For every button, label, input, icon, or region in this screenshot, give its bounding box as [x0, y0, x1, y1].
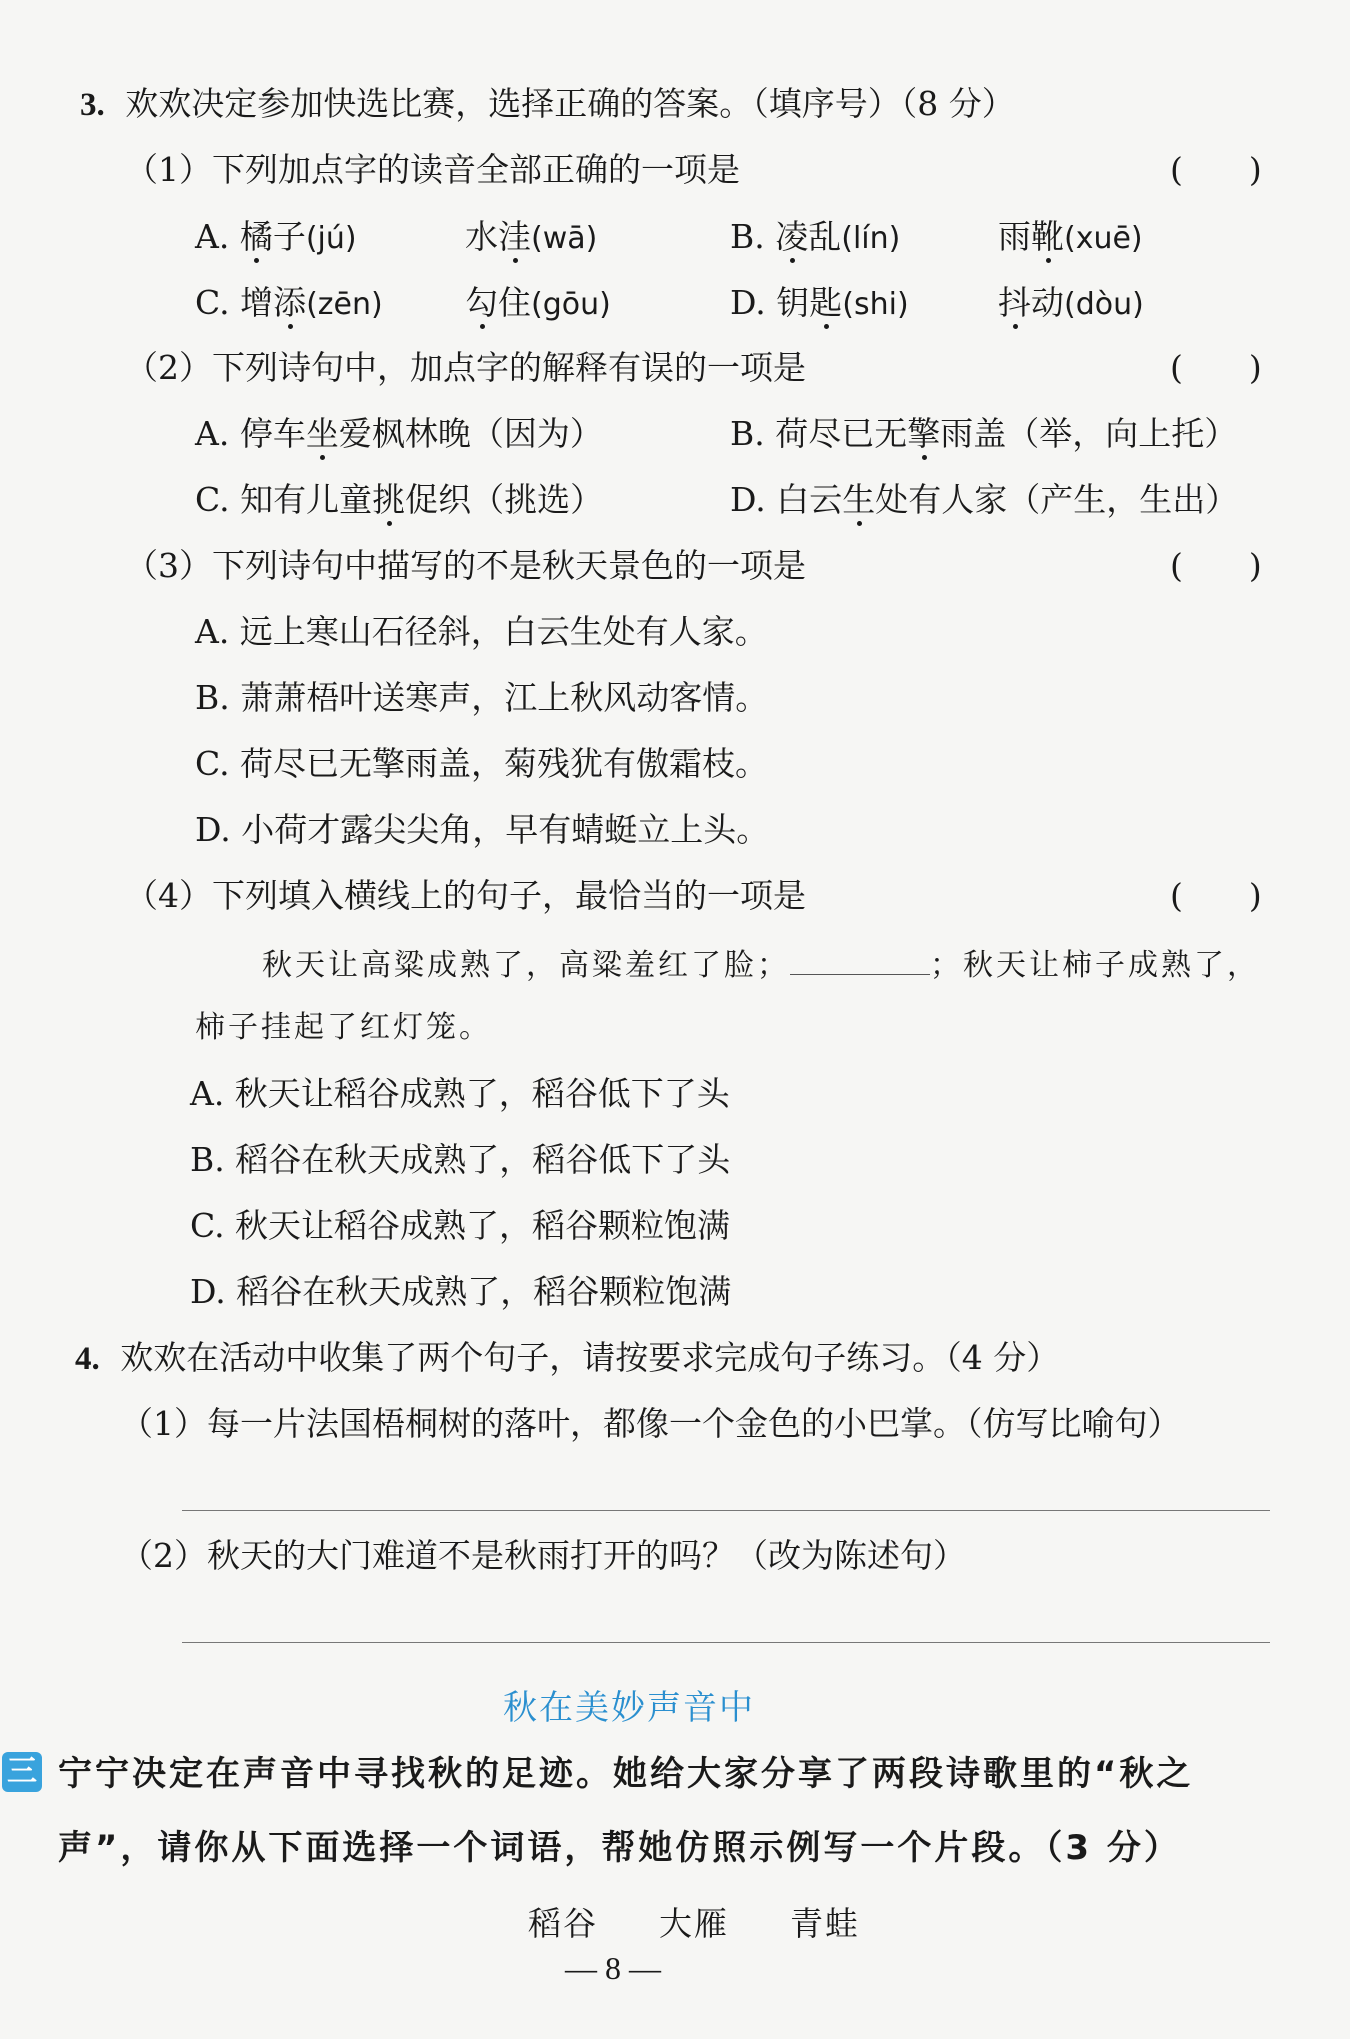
- option-3-1-a: A. 橘子(jú): [195, 217, 357, 256]
- passage-line-2: 柿子挂起了红灯笼。: [195, 1010, 492, 1045]
- option-3-1-d-word2: 抖动(dòu): [998, 283, 1144, 322]
- section-title: 秋在美妙声音中: [503, 1688, 755, 1728]
- word-choices: [528, 1898, 860, 1945]
- option-3-2-b: B. 荷尽已无擎雨盖（举，向上托）: [730, 414, 1238, 453]
- passage-line-1: 秋天让高粱成熟了，高粱羞红了脸； ；秋天让柿子成熟了，: [262, 942, 1260, 986]
- word-option[interactable]: 稻谷: [528, 1904, 598, 1943]
- fill-blank[interactable]: [790, 942, 930, 975]
- option-3-1-b: B. 凌乱(lín): [730, 217, 901, 256]
- subquestion-3-4-stem: （4）下列填入横线上的句子，最恰当的一项是: [125, 876, 806, 915]
- word-option[interactable]: 青蛙: [790, 1904, 860, 1943]
- option-3-4-c: C. 秋天让稻谷成熟了，稻谷颗粒饱满: [190, 1206, 731, 1245]
- option-3-1-b-word2: 雨靴(xuē): [998, 217, 1143, 256]
- word-option[interactable]: 大雁: [659, 1904, 729, 1943]
- subquestion-4-2: （2）秋天的大门难道不是秋雨打开的吗？（改为陈述句）: [120, 1536, 966, 1575]
- subquestion-4-1: （1）每一片法国梧桐树的落叶，都像一个金色的小巴掌。（仿写比喻句）: [120, 1404, 1181, 1443]
- subquestion-3-3-stem: （3）下列诗句中描写的不是秋天景色的一项是: [125, 546, 806, 585]
- task-line-2: 声”，请你从下面选择一个词语，帮她仿照示例写一个片段。（3 分）: [58, 1828, 1181, 1868]
- option-3-1-d: D. 钥匙(shi): [730, 283, 909, 322]
- page-number: — 8 —: [565, 1950, 661, 1986]
- subquestion-3-2-stem: （2）下列诗句中，加点字的解释有误的一项是: [125, 348, 806, 387]
- answer-bracket-3-3[interactable]: ( ): [1170, 546, 1262, 585]
- answer-bracket-3-1[interactable]: ( ): [1170, 150, 1262, 189]
- option-3-2-d: D. 白云生处有人家（产生，生出）: [730, 480, 1239, 519]
- option-3-2-a: A. 停车坐爱枫林晚（因为）: [195, 414, 603, 453]
- answer-bracket-3-2[interactable]: ( ): [1170, 348, 1262, 387]
- option-3-4-a: A. 秋天让稻谷成熟了，稻谷低下了头: [190, 1074, 730, 1113]
- answer-bracket-3-4[interactable]: ( ): [1170, 876, 1262, 915]
- option-3-3-a: A. 远上寒山石径斜，白云生处有人家。: [195, 612, 768, 651]
- option-3-3-d: D. 小荷才露尖尖角，早有蜻蜓立上头。: [195, 810, 770, 849]
- option-3-3-c: C. 荷尽已无擎雨盖，菊残犹有傲霜枝。: [195, 744, 769, 783]
- section-badge: 三: [2, 1752, 42, 1792]
- subquestion-3-1-stem: （1）下列加点字的读音全部正确的一项是: [125, 150, 740, 189]
- question-3-title: 3. 欢欢决定参加快选比赛，选择正确的答案。（填序号）（8 分）: [80, 84, 1015, 123]
- option-3-2-c: C. 知有儿童挑促织（挑选）: [195, 480, 604, 519]
- option-3-4-b: B. 稻谷在秋天成熟了，稻谷低下了头: [190, 1140, 731, 1179]
- task-line-1: 宁宁决定在声音中寻找秋的足迹。她给大家分享了两段诗歌里的“秋之: [58, 1754, 1194, 1794]
- option-3-1-c-word2: 勾住(gōu): [465, 283, 611, 322]
- answer-line-4-1[interactable]: [182, 1510, 1270, 1511]
- option-3-3-b: B. 萧萧梧叶送寒声，江上秋风动客情。: [195, 678, 769, 717]
- option-3-1-a-word2: 水洼(wā): [465, 217, 598, 256]
- answer-line-4-2[interactable]: [182, 1642, 1270, 1643]
- question-4-title: 4. 欢欢在活动中收集了两个句子，请按要求完成句子练习。（4 分）: [75, 1338, 1060, 1377]
- option-3-1-c: C. 增添(zēn): [195, 283, 383, 322]
- option-3-4-d: D. 稻谷在秋天成熟了，稻谷颗粒饱满: [190, 1272, 732, 1311]
